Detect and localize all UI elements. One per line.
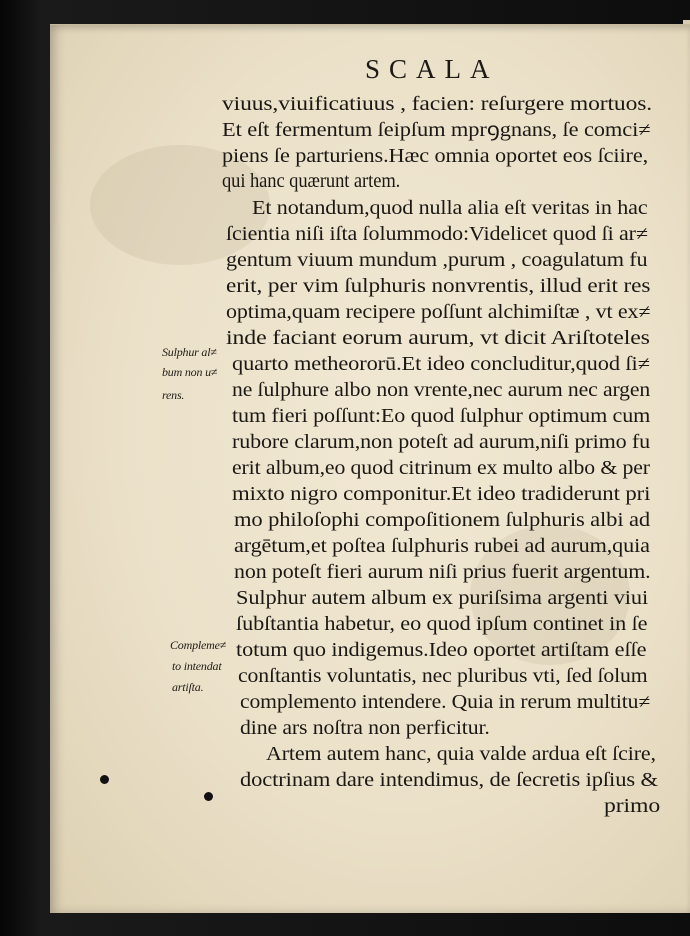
text-line: qui hanc quærunt artem. — [222, 171, 401, 192]
text-line: Et eſt fermentum ſeipſum mprꝯgnans, ſe comci≠ — [222, 120, 651, 141]
ink-dot — [100, 775, 109, 784]
text-line: non poteſt fieri aurum niſi prius fuerit argentum. — [234, 562, 651, 583]
text-line: argētum,et poſtea ſulphuris rubei ad aurum,quia — [234, 536, 650, 557]
text-line: inde faciant eorum aurum, vt dicit Ariſtoteles — [226, 328, 650, 349]
text-line: conſtantis voluntatis, nec pluribus vti, ſed ſolum — [238, 666, 648, 687]
text-line: erit album,eo quod citrinum ex multo albo & per — [232, 458, 650, 479]
margin-note-line: Sulphur al≠ — [162, 345, 217, 359]
text-line: erit, per vim ſulphuris nonvrentis, illud erit res — [226, 276, 651, 297]
text-line: viuus,viuificatiuus , facien: reſurgere mortuos. — [222, 94, 653, 115]
text-line: optima,quam recipere poſſunt alchimiſtæ , vt ex≠ — [226, 302, 651, 323]
margin-note-line: to intendat — [172, 659, 222, 673]
text-line: ſcientia niſi iſta ſolummodo:Videlicet quod ſi ar≠ — [226, 224, 648, 245]
text-line: Sulphur autem album ex puriſsima argenti viui — [236, 588, 649, 609]
margin-note-line: rens. — [162, 388, 185, 402]
text-line: tum fieri poſſunt:Eo quod ſulphur optimum cum — [232, 406, 651, 427]
text-line: gentum viuum mundum ,purum , coagulatum fu — [226, 250, 648, 271]
ink-dot — [204, 792, 213, 801]
text-line: piens ſe parturiens.Hæc omnia oportet eos ſciire, — [222, 146, 649, 167]
text-line: complemento intendere. Quia in rerum multitu≠ — [240, 692, 651, 713]
text-line: ſubſtantia habetur, eo quod ipſum continet in ſe — [236, 614, 648, 635]
text-line: mixto nigro componitur.Et ideo tradiderunt pri — [232, 484, 651, 505]
text-line: dine ars noſtra non perficitur. — [240, 718, 490, 739]
text-line: primo — [604, 796, 661, 817]
text-line: mo philoſophi compoſitionem ſulphuris albi ad — [234, 510, 651, 531]
text-line: totum quo indigemus.Ideo oportet artiſtam eſſe — [236, 640, 647, 661]
text-line: rubore clarum,non poteſt ad aurum,niſi primo fu — [232, 432, 651, 453]
text-line: ne ſulphure albo non vrente,nec aurum nec argen — [232, 380, 651, 401]
margin-note-line: artiſta. — [172, 680, 204, 694]
margin-note-line: bum non u≠ — [162, 365, 218, 379]
text-line: quarto metheororū.Et ideo concluditur,quod ſi≠ — [232, 354, 650, 375]
running-head: SCALA — [365, 54, 499, 84]
margin-note-line: Compleme≠ — [170, 638, 227, 652]
text-line: Artem autem hanc, quia valde ardua eſt ſcire, — [266, 744, 656, 765]
text-line: Et notandum,quod nulla alia eſt veritas in hac — [252, 198, 648, 219]
text-line: doctrinam dare intendimus, de ſecretis ipſius & — [240, 770, 658, 791]
